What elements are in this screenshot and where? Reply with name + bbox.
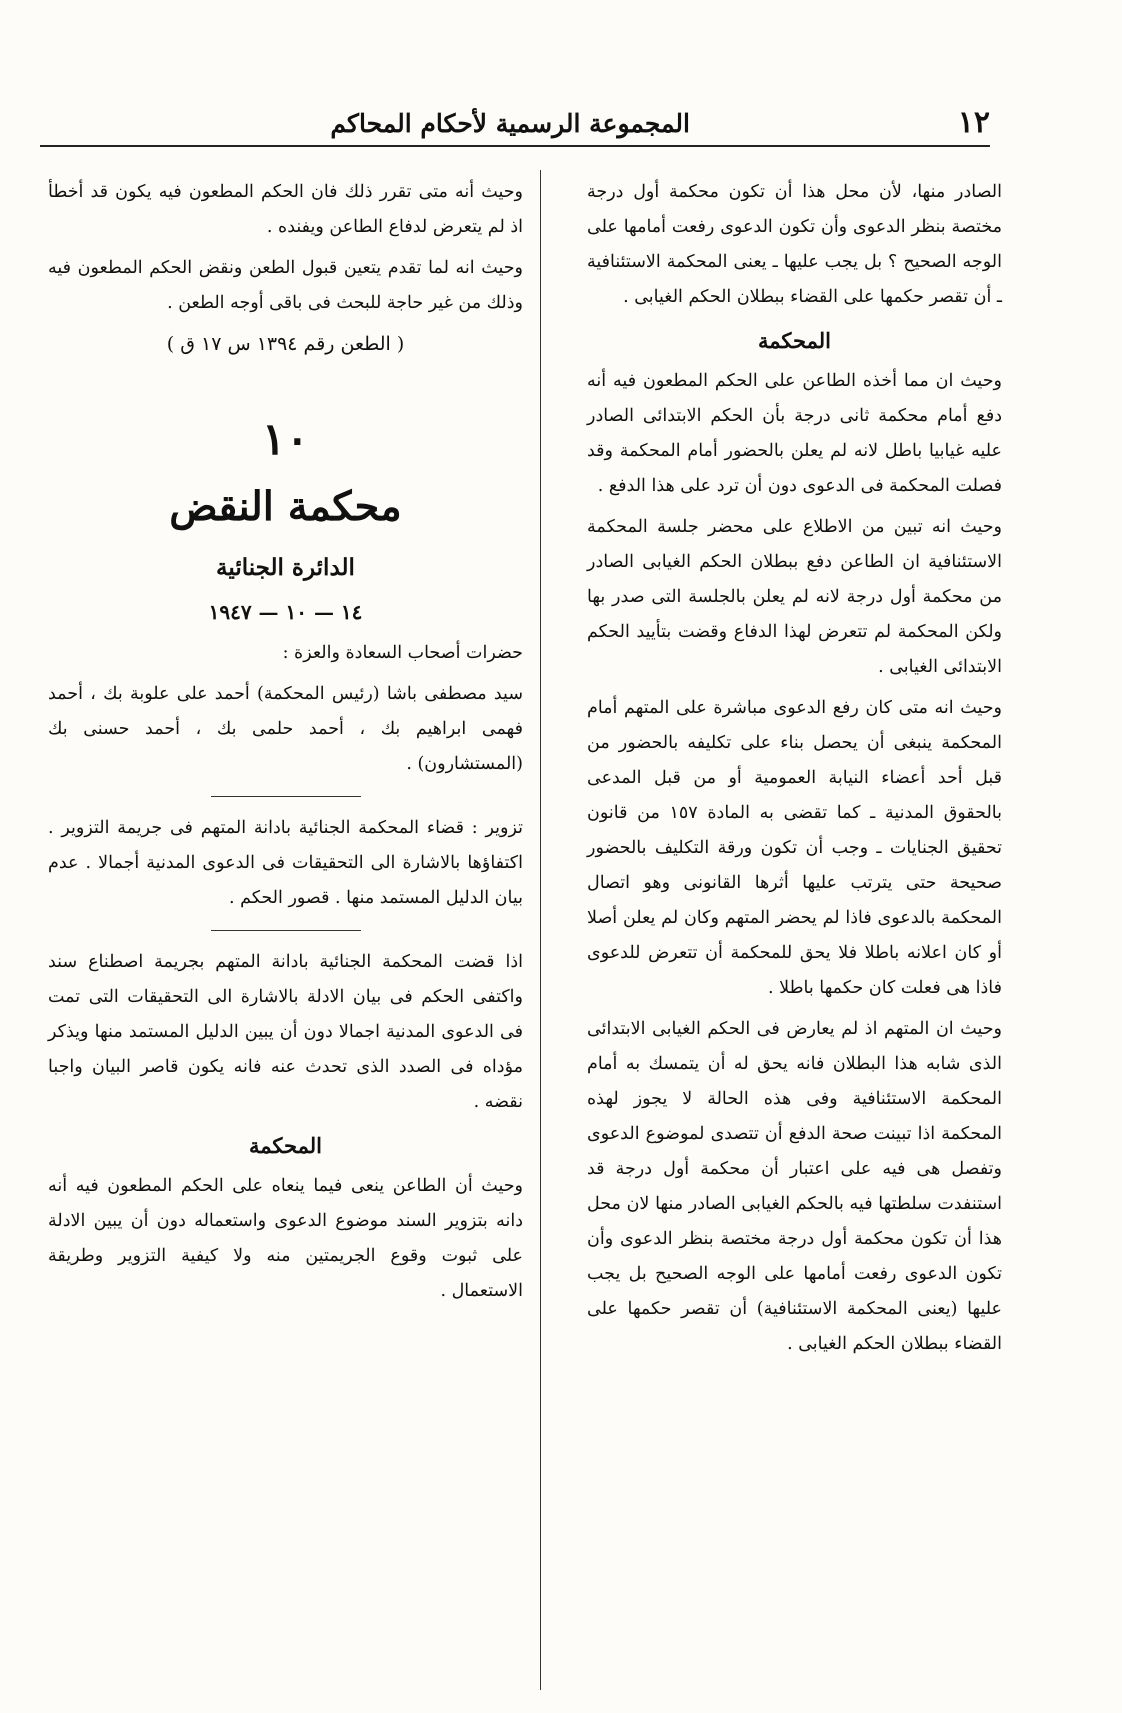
judges-intro: حضرات أصحاب السعادة والعزة : [282,643,523,663]
section-heading: المحكمة [758,328,831,353]
case-summary: تزوير : قضاء المحكمة الجنائية بادانة المتهم فى جريمة التزوير . اكتفاؤها بالاشارة الى التحقيقات فى الدعوى المدنية أجمالا . عدم بيان الدليل المستمد منها . قصور الحكم . [48,818,523,908]
divider [211,796,361,797]
paragraph: وحيث ان مما أخذه الطاعن على الحكم المطعون فيه أنه دفع أمام محكمة ثانى درجة بأن الحكم الابتدائى الصادر عليه غيابيا باطل لانه لم يعلن بالحضور أمام المحكمة وقد فصلت المحكمة فى الدعوى دون أن ترد على هذا الدفع . [587,371,1002,496]
judges-list: سيد مصطفى باشا (رئيس المحكمة) أحمد على علوبة بك ، أحمد فهمى ابراهيم بك ، أحمد حلمى بك ، أحمد حسنى بك (المستشارون) . [48,684,523,774]
column-divider [540,170,541,1690]
left-column [48,175,523,1315]
intro-paragraph: الصادر منها، لأن محل هذا أن تكون محكمة أول درجة مختصة بنظر الدعوى وأن تكون الدعوى رفعت أمامها على الوجه الصحيح ؟ بل يجب عليها ـ يعنى المحكمة الاستئنافية ـ أن تقصر حكمها على القضاء ببطلان الحكم الغيابى . [587,182,1002,307]
paragraph: وحيث انه متى كان رفع الدعوى مباشرة على المتهم أمام المحكمة ينبغى أن يحصل بناء على تكليفه بالحضور من قبل أحد أعضاء النيابة العمومية أو من قبل المدعى بالحقوق المدنية ـ كما تقضى به المادة ١٥٧ من قانون تحقيق الجنايات ـ وجب أن تكون ورقة التكليف بالحضور صحيحة حتى يترتب عليها أثرها القانونى وهو اتصال المحكمة بالدعوى فاذا لم يحضر المتهم وكان لم يعلن أصلا أو كان اعلانه باطلا فلا يحق للمحكمة أن تتعرض للدعوى فاذا هى فعلت كان حكمها باطلا . [587,698,1002,998]
paragraph: وحيث انه لما تقدم يتعين قبول الطعن ونقض الحكم المطعون فيه وذلك من غير حاجة للبحث فى باقى أوجه الطعن . [48,258,523,313]
case-reference: ( الطعن رقم ١٣٩٤ س ١٧ ق ) [166,333,405,355]
circuit-name: الدائرة الجنائية [216,554,355,581]
paragraph: وحيث أنه متى تقرر ذلك فان الحكم المطعون فيه يكون قد أخطأ اذ لم يتعرض لدفاع الطاعن ويفنده . [48,182,523,237]
paragraph: وحيث انه تبين من الاطلاع على محضر جلسة المحكمة الاستئنافية ان الطاعن دفع ببطلان الحكم الغيابى الصادر من محكمة أول درجة لانه لم يعلن بالجلسة التى صدر بها ولكن المحكمة لم تتعرض لهذا الدفاع وقضت بتأييد الحكم الابتدائى الغيابى . [587,517,1002,677]
legal-principle: اذا قضت المحكمة الجنائية بادانة المتهم بجريمة اصطناع سند واكتفى الحكم فى بيان الادلة بالاشارة الى التحقيقات التى تمت فى الدعوى المدنية اجمالا دون أن يبين الدليل المستمد منها ويذكر مؤداه فى الصدد الذى تحدث عنه فانه يكون قاصر البيان واجبا نقضه . [48,952,523,1112]
paragraph: وحيث أن الطاعن ينعى فيما ينعاه على الحكم المطعون فيه أنه دانه بتزوير السند موضوع الدعوى واستعماله دون أن يبين الادلة على ثبوت وقوع الجريمتين منه ولا كيفية التزوير وطريقة الاستعمال . [48,1176,523,1301]
header-rule [40,145,990,147]
section-heading: المحكمة [249,1133,322,1158]
divider [211,930,361,931]
judgment-date: ١٤ — ١٠ — ١٩٤٧ [208,600,363,624]
right-column [587,175,1002,1368]
running-title: المجموعة الرسمية لأحكام المحاكم [330,109,690,138]
page-number: ١٢ [957,105,990,140]
paragraph: وحيث ان المتهم اذ لم يعارض فى الحكم الغيابى الابتدائى الذى شابه هذا البطلان فانه يحق له أن يتمسك به أمام المحكمة الاستئنافية وفى هذه الحالة لا يجوز لهذه المحكمة اذا تبينت صحة الدفع أن تتصدى لموضوع الدعوى وتفصل هى فيه على اعتبار أن محكمة أول درجة قد استنفدت سلطتها فيه بالحكم الغيابى الصادر منها لان محل هذا أن تكون محكمة أول درجة مختصة بنظر الدعوى وأن تكون الدعوى رفعت أمامها على الوجه الصحيح بل يجب عليها (يعنى المحكمة الاستئنافية) أن تقصر حكمها على القضاء ببطلان الحكم الغيابى . [587,1019,1002,1354]
case-number: ١٠ [261,414,310,465]
court-name: محكمة النقض [169,483,402,530]
